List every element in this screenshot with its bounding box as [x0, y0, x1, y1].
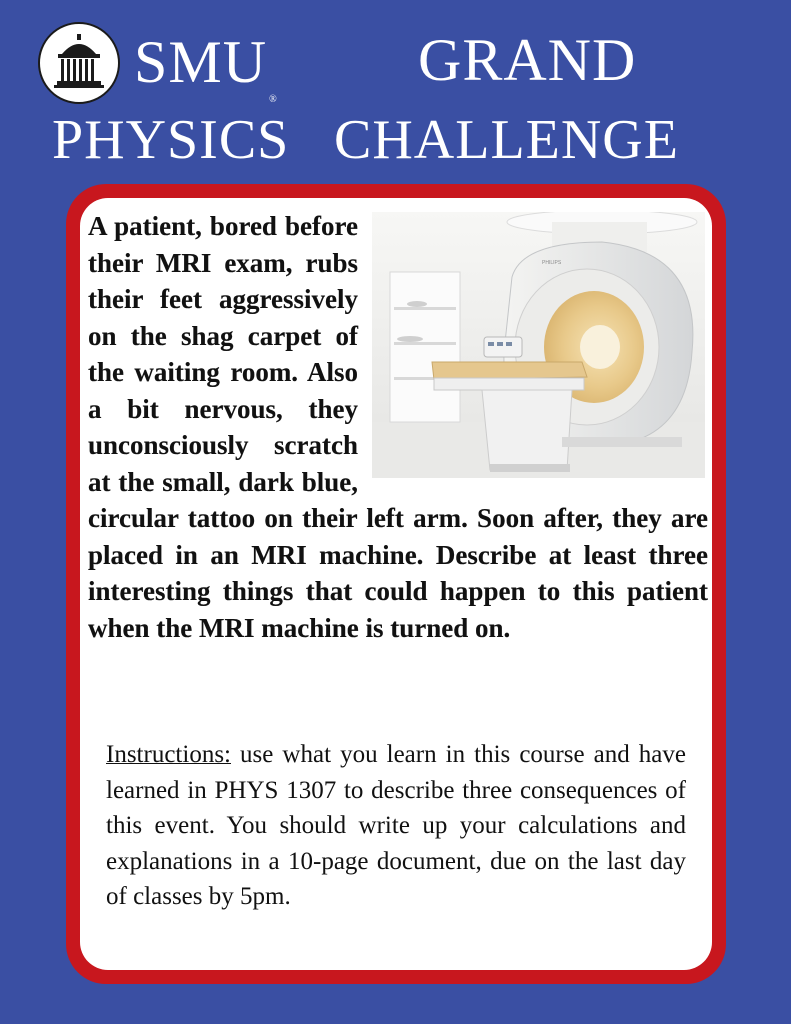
smu-wordmark: SMU® — [134, 29, 278, 105]
scenario-text: A patient, bored before their MRI exam, rubs their feet aggressively on the shag carpet of the waiting room. Also a bit nervous, they unconsciously scratch at the small, dark blue, circular tattoo on their left arm. Soon after, they are placed in an MRI machine. Describe at least three interesting things that could happen to this patient when the MRI machine is turned on. — [88, 211, 708, 643]
title-grand: GRAND — [418, 27, 637, 93]
instructions-block — [106, 737, 686, 915]
challenge-scenario — [88, 208, 708, 646]
dallas-hall-icon — [40, 24, 118, 102]
registered-mark: ® — [269, 94, 278, 105]
instructions-label: Instructions: — [106, 741, 231, 768]
instructions-text: use what you learn in this course and have learned in PHYS 1307 to describe three consequences of this event. You should write up your calculations and explanations in a 10-page document, due on the last day of classes by 5pm. — [106, 741, 686, 910]
title-physics: PHYSICS — [52, 109, 290, 171]
smu-dallas-hall-logo — [38, 22, 120, 104]
photo-spacer — [372, 212, 710, 480]
title-challenge: CHALLENGE — [334, 109, 679, 171]
philips-brand-label: PHILIPS — [542, 260, 562, 266]
